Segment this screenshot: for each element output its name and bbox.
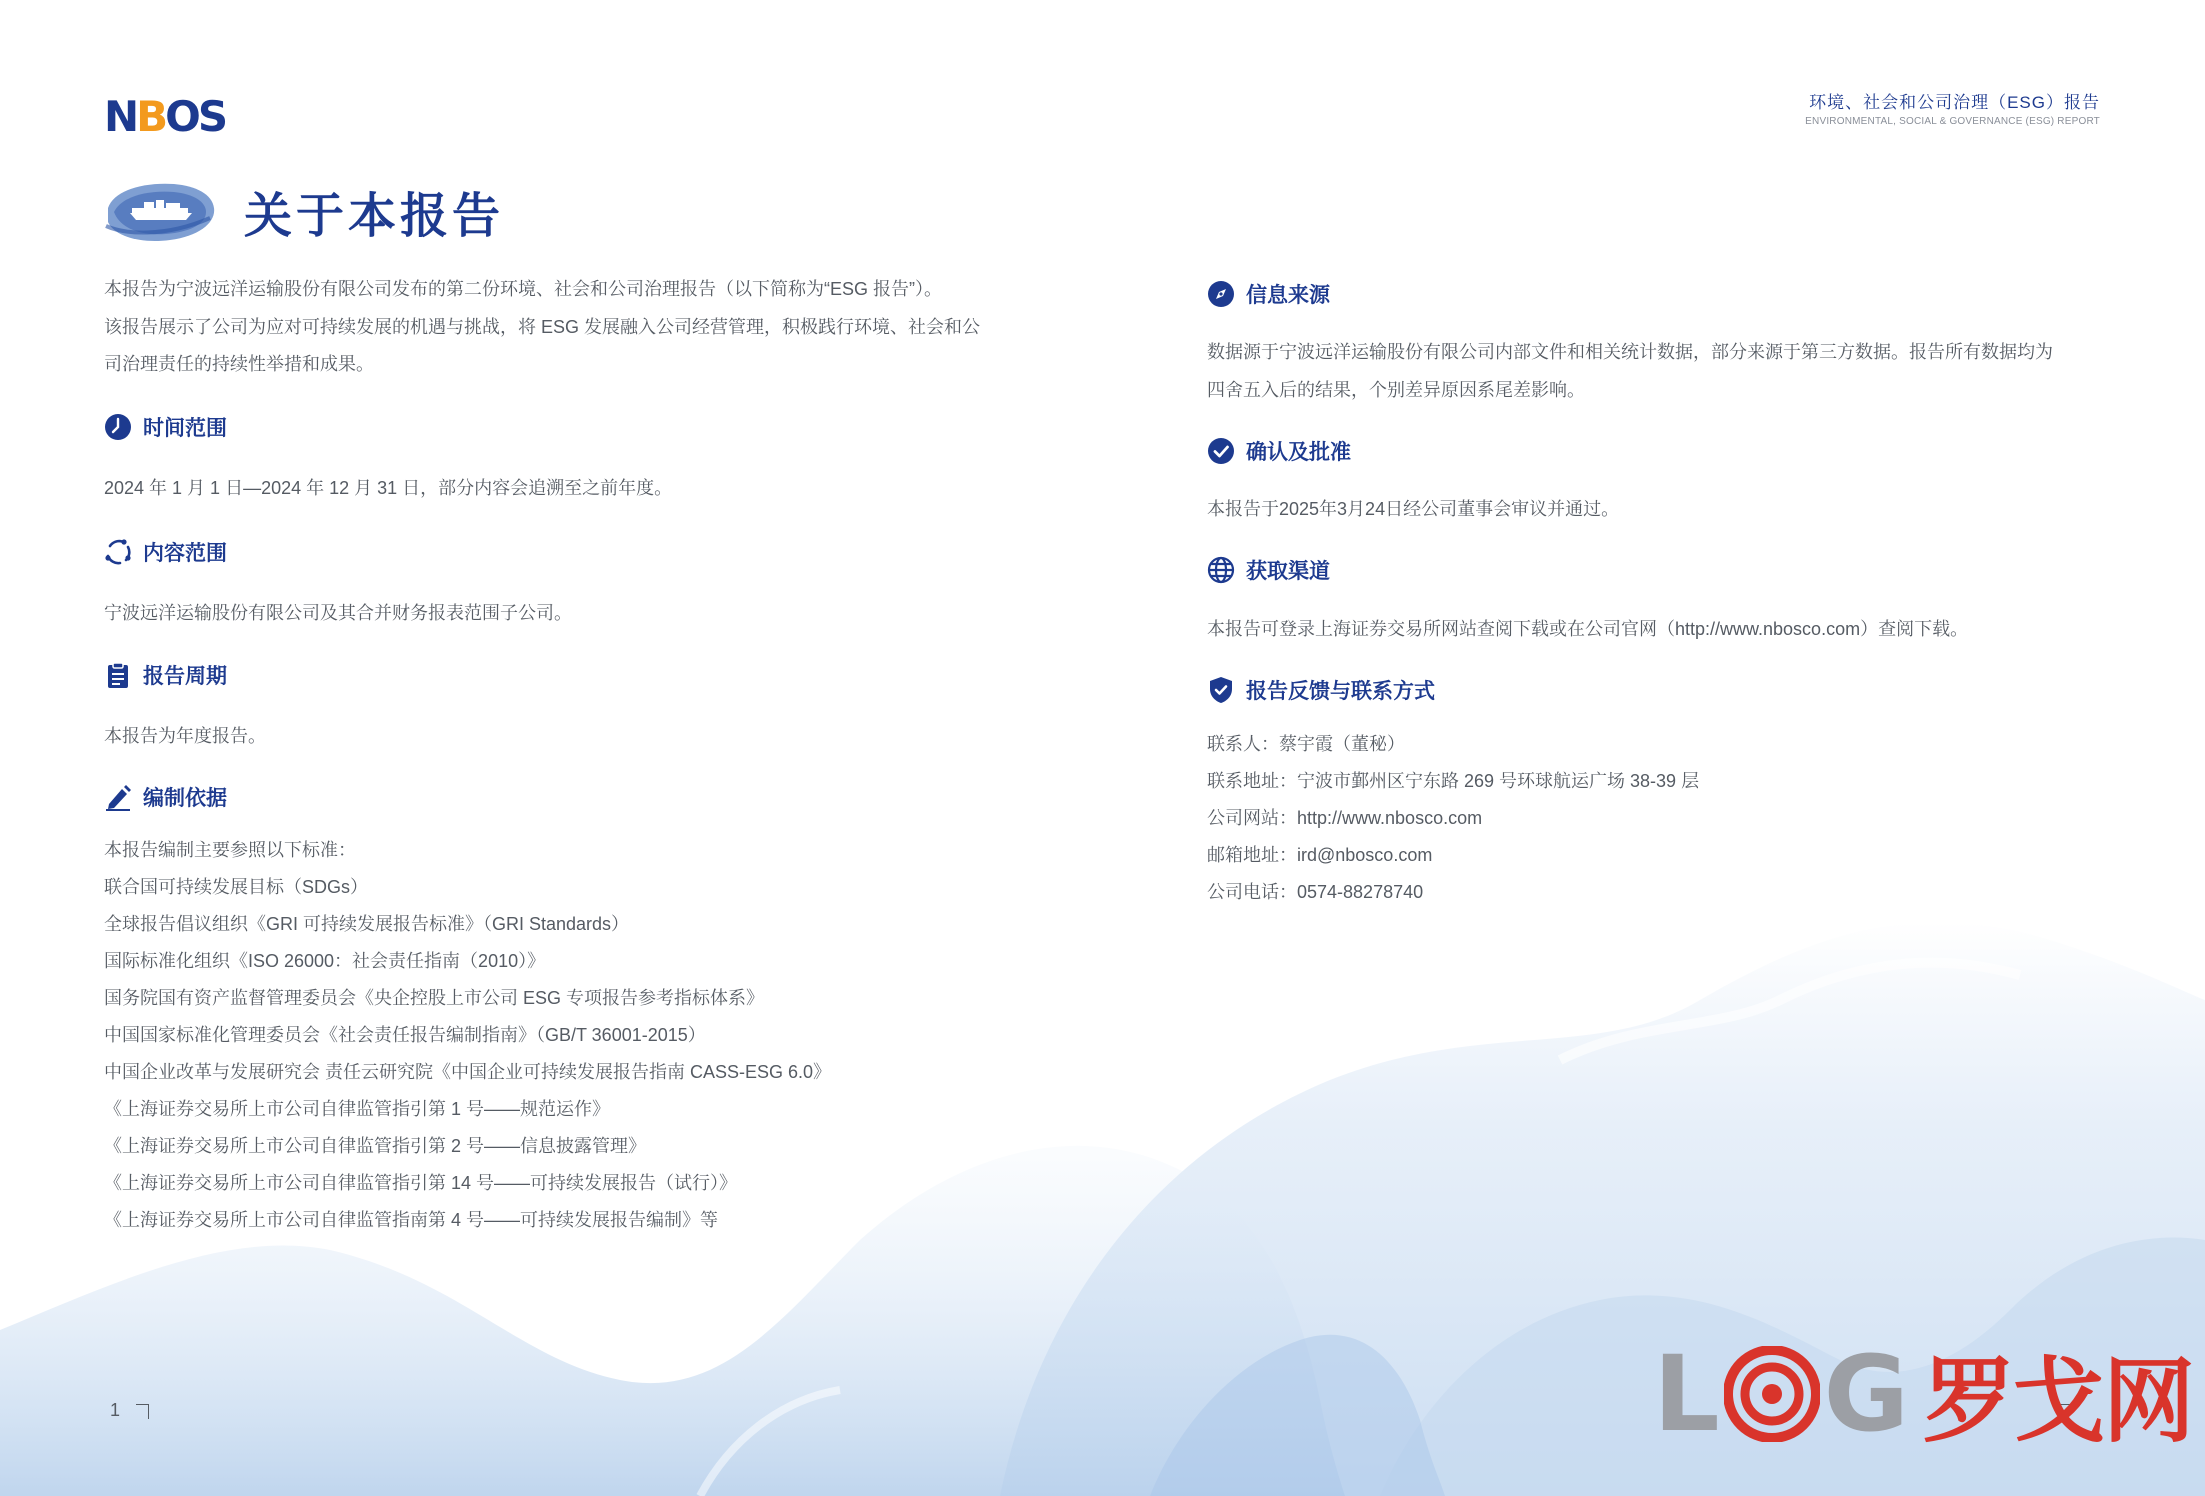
list-item: 《上海证券交易所上市公司自律监管指引第 14 号——可持续发展报告（试行）》 xyxy=(104,1173,738,1193)
list-item: 本报告编制主要参照以下标准： xyxy=(104,840,356,860)
access-channel-text: 本报告可登录上海证券交易所网站查阅下载或在公司官网（http://www.nbosco.com）查阅下载。 xyxy=(1207,619,1969,639)
intro-paragraph xyxy=(104,271,1024,384)
list-item: 中国企业改革与发展研究会 责任云研究院《中国企业可持续发展报告指南 CASS-ESG 6.0》 xyxy=(104,1062,832,1082)
cycle-icon xyxy=(104,538,132,566)
compass-icon xyxy=(1207,280,1235,308)
intro-line: 该报告展示了公司为应对可持续发展的机遇与挑战，将 ESG 发展融入公司经营管理，积极践行环境、社会和公 xyxy=(104,316,981,337)
list-item: 全球报告倡议组织《GRI 可持续发展报告标准》（GRI Standards） xyxy=(104,914,630,934)
intro-line: 司治理责任的持续性举措和成果。 xyxy=(104,354,374,374)
standards-list xyxy=(104,832,831,1239)
page-title: 关于本报告 xyxy=(244,190,505,243)
clipboard-icon xyxy=(104,661,132,689)
contact-list xyxy=(1207,726,1699,911)
section-title: 编制依据 xyxy=(143,787,227,810)
logo-letter-b: B xyxy=(136,92,166,141)
data-source-line: 数据源于宁波远洋运输股份有限公司内部文件和相关统计数据，部分来源于第三方数据。报告所有数据均为 xyxy=(1207,342,2053,362)
data-source-line: 四舍五入后的结果，个别差异原因系尾差影响。 xyxy=(1207,379,1585,400)
page-corner-mark-left xyxy=(136,1404,149,1419)
contact-phone: 公司电话：0574-88278740 xyxy=(1207,882,1424,902)
time-range-text: 2024 年 1 月 1 日—2024 年 12 月 31 日，部分内容会追溯至之前年度。 xyxy=(104,478,673,498)
shield-icon xyxy=(1207,676,1235,704)
watermark-text: 罗戈网 xyxy=(1922,1348,2193,1455)
section-heading-access xyxy=(1207,555,1330,585)
list-item: 国务院国有资产监督管理委员会《央企控股上市公司 ESG 专项报告参考指标体系》 xyxy=(104,988,765,1008)
ship-emblem-icon xyxy=(104,178,216,244)
data-source-text xyxy=(1207,334,2107,409)
check-icon xyxy=(1207,437,1235,465)
watermark-logo xyxy=(1653,1333,2193,1455)
report-period-text: 本报告为年度报告。 xyxy=(104,726,266,746)
contact-website[interactable]: 公司网站：http://www.nbosco.com xyxy=(1207,808,1483,828)
section-title: 获取渠道 xyxy=(1246,560,1330,583)
report-title-cn: 环境、社会和公司治理（ESG）报告 xyxy=(1809,93,2100,112)
list-item: 《上海证券交易所上市公司自律监管指引第 2 号——信息披露管理》 xyxy=(104,1136,647,1156)
section-heading-period xyxy=(104,660,227,690)
section-title: 信息来源 xyxy=(1246,284,1330,307)
contact-email[interactable]: 邮箱地址：ird@nbosco.com xyxy=(1207,845,1433,865)
target-icon xyxy=(1724,1346,1820,1442)
list-item: 中国国家标准化管理委员会《社会责任报告编制指南》（GB/T 36001-2015） xyxy=(104,1025,706,1045)
list-item: 《上海证券交易所上市公司自律监管指南第 4 号——可持续发展报告编制》等 xyxy=(104,1210,719,1230)
list-item: 联合国可持续发展目标（SDGs） xyxy=(104,877,369,897)
contact-address: 联系地址：宁波市鄞州区宁东路 269 号环球航运广场 38-39 层 xyxy=(1207,771,1700,791)
section-heading-scope xyxy=(104,537,227,567)
clock-icon xyxy=(104,413,132,441)
section-title: 时间范围 xyxy=(143,417,227,440)
page-number: 1 xyxy=(110,1400,121,1420)
section-title: 报告反馈与联系方式 xyxy=(1246,680,1435,703)
section-title: 报告周期 xyxy=(143,665,227,688)
contact-person: 联系人：蔡宇霞（董秘） xyxy=(1207,734,1405,754)
section-heading-source xyxy=(1207,279,1330,309)
list-item: 国际标准化组织《ISO 26000：社会责任指南（2010）》 xyxy=(104,951,546,971)
section-title: 内容范围 xyxy=(143,542,227,565)
approval-text: 本报告于2025年3月24日经公司董事会审议并通过。 xyxy=(1207,499,1620,519)
logo-letter-n: N xyxy=(104,92,137,141)
logo-letters-os: OS xyxy=(165,92,226,141)
list-item: 《上海证券交易所上市公司自律监管指引第 1 号——规范运作》 xyxy=(104,1099,611,1119)
watermark-letter-g: G xyxy=(1823,1333,1909,1455)
report-title-en: ENVIRONMENTAL, SOCIAL & GOVERNANCE (ESG) REPORT xyxy=(1805,116,2100,127)
content-scope-text: 宁波远洋运输股份有限公司及其合并财务报表范围子公司。 xyxy=(104,603,572,623)
section-heading-time xyxy=(104,412,227,442)
section-title: 确认及批准 xyxy=(1246,441,1351,464)
company-logo xyxy=(104,92,226,141)
section-heading-approval xyxy=(1207,436,1351,466)
watermark-letter-l: L xyxy=(1653,1333,1720,1455)
intro-line: 本报告为宁波远洋运输股份有限公司发布的第二份环境、社会和公司治理报告（以下简称为“ESG 报告”）。 xyxy=(104,279,942,299)
globe-icon xyxy=(1207,556,1235,584)
section-heading-basis xyxy=(104,782,227,812)
section-heading-contact xyxy=(1207,675,1435,705)
pen-icon xyxy=(104,783,132,811)
